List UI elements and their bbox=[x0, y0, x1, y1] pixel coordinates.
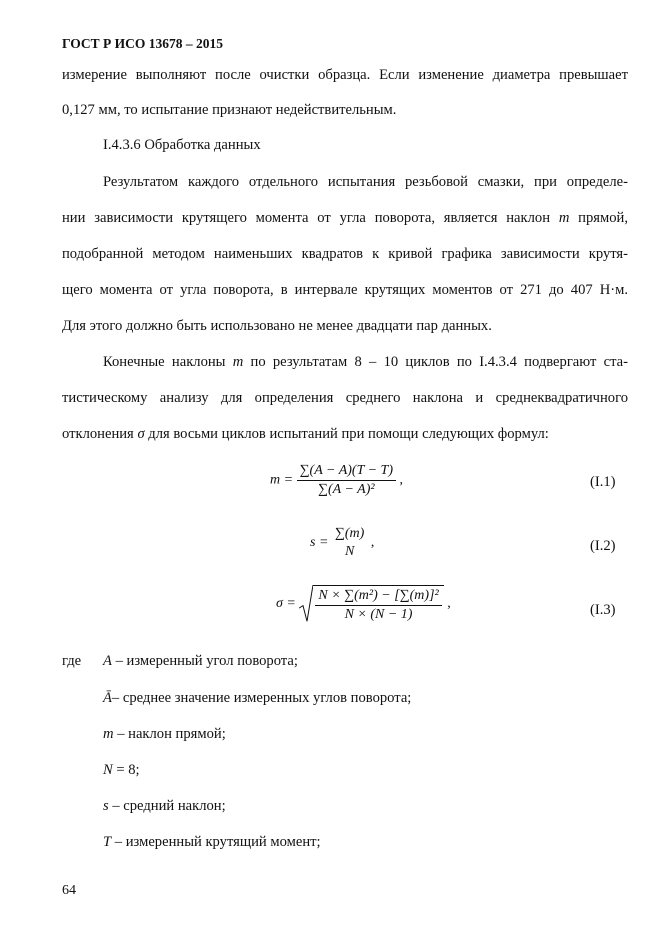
formula-i3 bbox=[276, 585, 451, 623]
square-root bbox=[299, 585, 443, 623]
text-line: Результатом каждого отдельного испытания резьбовой смазки, при определе- bbox=[103, 174, 628, 190]
formula-fraction bbox=[315, 588, 441, 623]
definition-item bbox=[103, 797, 226, 815]
definition-symbol: Ā bbox=[103, 690, 112, 706]
definition-text: – наклон прямой; bbox=[113, 726, 226, 742]
formula-tail: , bbox=[399, 472, 404, 488]
text-line bbox=[103, 353, 628, 371]
formula-lhs: m = bbox=[270, 472, 294, 488]
definition-symbol: T bbox=[103, 834, 112, 850]
page-number: 64 bbox=[62, 883, 76, 898]
text-fragment: по результатам 8 – 10 циклов по I.4.3.4 подвергают ста- bbox=[250, 354, 628, 370]
definition-text: = 8; bbox=[112, 762, 140, 778]
where-label: где bbox=[62, 653, 82, 669]
definition-text: – среднее значение измеренных углов поворота; bbox=[111, 690, 412, 706]
text-fragment: Конечные наклоны bbox=[103, 354, 226, 370]
radical-sign-icon bbox=[299, 585, 313, 623]
formula-number: (I.3) bbox=[590, 602, 616, 618]
formula-lhs: σ = bbox=[276, 596, 296, 612]
definition-item bbox=[103, 761, 140, 779]
variable-m: m bbox=[558, 210, 570, 226]
formula-i2 bbox=[310, 526, 374, 560]
definition-item bbox=[103, 833, 321, 851]
text-fragment: нии зависимости крутящего момента от угла поворота, является наклон bbox=[62, 210, 550, 226]
formula-i1 bbox=[270, 463, 403, 498]
variable-sigma: σ bbox=[137, 426, 145, 442]
text-line: щего момента от угла поворота, в интервале крутящих моментов от 271 до 407 Н·м. bbox=[62, 282, 628, 298]
formula-numerator: ∑(A − A)(T − T) bbox=[297, 463, 396, 481]
formula-tail: , bbox=[447, 596, 451, 612]
formula-denominator: N bbox=[344, 544, 355, 559]
section-title: I.4.3.6 Обработка данных bbox=[103, 137, 261, 153]
definition-symbol: s bbox=[103, 798, 109, 814]
text-line: Для этого должно быть использовано не менее двадцати пар данных. bbox=[62, 318, 492, 334]
definition-item bbox=[103, 652, 298, 670]
formula-denominator: ∑(A − A)² bbox=[318, 482, 375, 497]
formula-denominator: N × (N − 1) bbox=[344, 607, 413, 622]
definition-text: – измеренный угол поворота; bbox=[111, 653, 298, 669]
text-line: тистическому анализу для определения среднего наклона и среднеквадратичного bbox=[62, 390, 628, 406]
document-header: ГОСТ Р ИСО 13678 – 2015 bbox=[62, 36, 224, 51]
formula-lhs: s = bbox=[310, 535, 329, 551]
text-fragment: отклонения bbox=[62, 426, 134, 442]
formula-number: (I.2) bbox=[590, 538, 616, 554]
radicand bbox=[313, 585, 443, 623]
definition-symbol: m bbox=[103, 726, 114, 742]
formula-fraction bbox=[297, 463, 396, 498]
formula-fraction bbox=[332, 526, 367, 560]
definition-symbol: N bbox=[103, 762, 113, 778]
text-line bbox=[62, 425, 549, 443]
definition-item bbox=[103, 725, 226, 743]
definition-text: – измеренный крутящий момент; bbox=[111, 834, 321, 850]
formula-tail: , bbox=[370, 535, 375, 551]
text-line: измерение выполняют после очистки образца. Если изменение диаметра превышает bbox=[62, 67, 628, 83]
variable-m: m bbox=[232, 354, 244, 370]
definition-text: – средний наклон; bbox=[108, 798, 226, 814]
text-line bbox=[62, 209, 628, 227]
text-line: подобранной методом наименьших квадратов к кривой графика зависимости крутя- bbox=[62, 246, 628, 262]
text-fragment: для восьми циклов испытаний при помощи следующих формул: bbox=[148, 426, 549, 442]
definition-symbol: A bbox=[103, 653, 112, 669]
text-fragment: прямой, bbox=[578, 210, 628, 226]
definition-item bbox=[103, 689, 411, 707]
formula-numerator: N × ∑(m²) − [∑(m)]² bbox=[315, 588, 441, 606]
formula-numerator: ∑(m) bbox=[334, 526, 365, 541]
formula-number: (I.1) bbox=[590, 474, 616, 490]
text-line: 0,127 мм, то испытание признают недействительным. bbox=[62, 102, 397, 118]
